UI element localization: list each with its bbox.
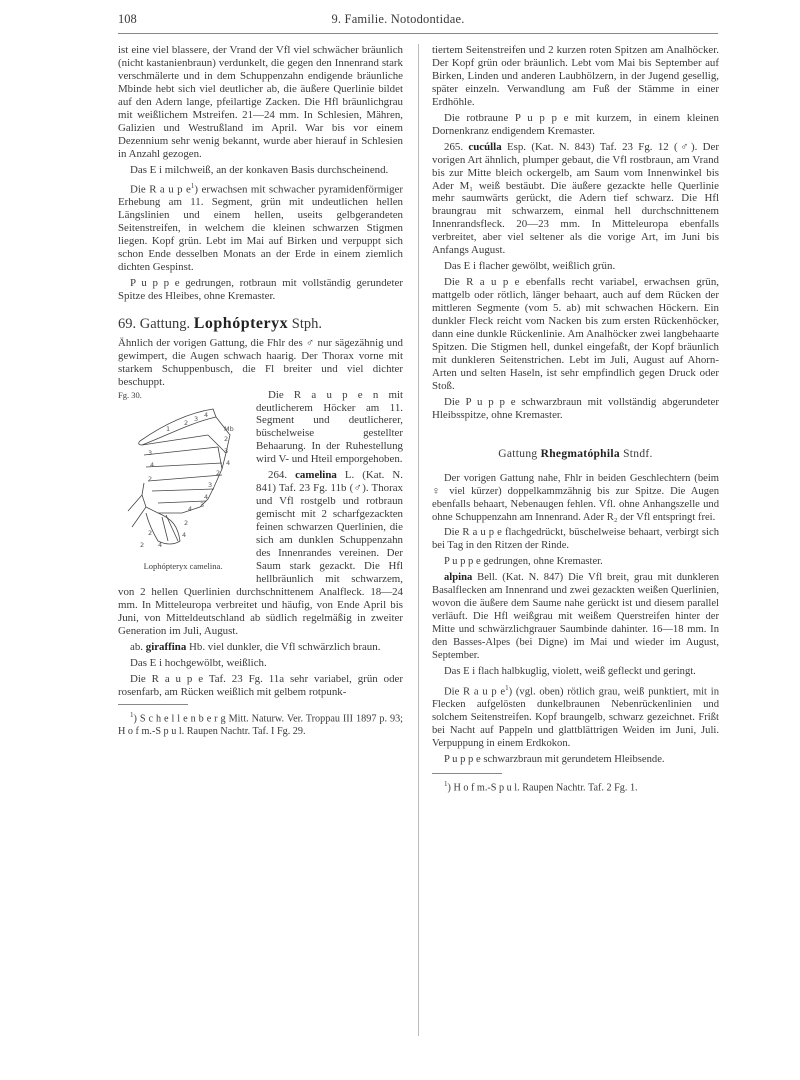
svg-text:4: 4 [204, 410, 209, 419]
paragraph: Die R a u p $e^1$) (vgl. oben) rötlich grau, weiß punktiert, mit in Flecken aufgelösten dunkelbraunen Nebenrückenlinien und solchem Seitenstreifen. Kopf braungelb, schwarz gezeichnet. Frißt bei Nacht auf Pappeln und glattblättrigen Weiden im Juni, Juli. Verpuppung in einem Erdkokon. [432, 683, 719, 750]
footnote-rule [118, 704, 188, 705]
paragraph: Die rotbraune P u p p e mit kurzem, in einem kleinen Dornenkranz endigendem Kremaster. [432, 111, 719, 137]
paragraph: Das E i hochgewölbt, weißlich. [130, 656, 267, 669]
paragraph: Die R a u p e flachgedrückt, büschelweise behaart, verbirgt sich bei Tag in den Ritzen der Rinde. [432, 527, 719, 552]
paragraph: Das E i flach halbkuglig, violett, weiß gefleckt und geringt. [444, 665, 696, 677]
svg-text:4: 4 [188, 504, 193, 513]
genus-name: Rhegmatóphila [540, 447, 620, 460]
svg-text:4: 4 [182, 530, 187, 539]
paragraph: Die P u p p e schwarzbraun mit vollständig abgerundeter Hleibsspitze, ohne Kremaster. [432, 395, 719, 421]
svg-text:4: 4 [204, 492, 209, 501]
species-name: cucúlla [468, 140, 502, 153]
svg-text:2: 2 [184, 518, 189, 527]
svg-text:Mb: Mb [224, 424, 234, 433]
species-name: alpina [444, 572, 473, 584]
footnote: $^1$) H o f m.-S p u l. Raupen Nachtr. Taf. 2 Fg. 1. [444, 780, 638, 794]
paragraph: Das E i milchweiß, an der konkaven Basis durchscheinend. [130, 163, 389, 176]
svg-text:2: 2 [140, 540, 145, 549]
svg-text:2: 2 [184, 418, 189, 427]
figure-label: Fg. 30. [118, 389, 142, 400]
svg-text:1: 1 [166, 424, 171, 433]
column-divider [418, 44, 419, 1036]
paragraph: P u p p e schwarzbraun mit gerundetem Hleibsende. [444, 754, 665, 766]
section-heading: Gattung Rhegmatóphila Stndf. [498, 447, 653, 460]
svg-text:3: 3 [200, 500, 205, 509]
svg-text:3: 3 [208, 480, 213, 489]
aberration-entry: ab. giraffina Hb. viel dunkler, die Vfl schwärzlich braun. [130, 640, 381, 653]
species-entry: 264. camelina L. (Kat. N. 841) Taf. 23 Fg. 11b (♂). Thorax und Vfl rostgelb und rotbraun gemischt mit 2 scharfgezackten feinen schwarzen Querlinien, die sich am dunklen Schuppenzahn des Innenrandes vereinen. Der Saum stark gezackt. Die Hfl hellbräunlich mit schwarzem, von 2 hellen Querlinien durchschnittenem Analfleck. 18—24 mm. In Mitteleuropa verbreitet und häufig, von Ende April bis Juni, von Mitteldeutschland ab südlich regelmäßig in zweiter Generation im Juli, August. [118, 469, 403, 637]
paragraph: tiertem Seitenstreifen und 2 kurzen roten Spitzen am Analhöcker. Der Kopf grün oder bräunlich. Lebt vom Mai bis September auf Birken, Linden und anderen Laubhölzern, in der Jugend gesellig, später einzeln. Verwandlung am Fuß der Stämme in einer Erdhöhle. [432, 44, 719, 108]
paragraph: Ähnlich der vorigen Gattung, die Fhlr des ♂ nur sägezähnig und gewimpert, die Augen schwach haarig. Der Thorax vorne mit starkem Schuppenbusch, die Fl breiter und viel dichter beschuppt. [118, 336, 403, 388]
section-heading: 69. Gattung. Lophópteryx Stph. [118, 314, 322, 332]
figure-lophopteryx [118, 389, 248, 573]
paragraph: P u p p e gedrungen, rotbraun mit vollständig gerundeter Spitze des Hleibes, ohne Kremaster. [118, 276, 404, 302]
paragraph: Die R a u p $e^1$) erwachsen mit schwacher pyramidenförmiger Erhebung am 11. Segment, grün mit undeutlichen hellen Längslinien und einem hellen, useits gelbgerandeten Seitenstreifen, in welchem die kleinen schwarzen Stigmen liegen. Kopf grün. Lebt im Mai auf Birken und verpuppt sich schon Ende desselben Monats an der Erde in einem ziemlich dichten Gespinst. [118, 181, 403, 273]
paragraph: Der vorigen Gattung nahe, Fhlr in beiden Geschlechtern (beim ♀ viel kürzer) doppelkammzähnig bis zur Spitze. Die Augen ebenfalls behaart, Nebenaugen fehlen. Vfl. ohne Anhangszelle und ohne Schuppenzahn am Innenrand. Ader R₂ der Vfl entspringt frei. [432, 472, 719, 523]
header-rule [118, 33, 718, 34]
svg-text:2: 2 [148, 474, 153, 483]
figure-caption: Lophópteryx camelina. [143, 560, 223, 571]
svg-text:3: 3 [148, 448, 153, 457]
svg-text:4: 4 [158, 540, 163, 549]
svg-text:2: 2 [148, 528, 153, 537]
paragraph: Die R a u p e ebenfalls recht variabel, erwachsen grün, mattgelb oder rötlich, länger behaart, auch auf dem Rücken der mittleren Segmente (vom 5. ab) mit schwachen Höckern. Ein dunkler Fleck reicht vom Nacken bis zum ersten Rückenhöcker, dann eine dunkle Rückenlinie. Am Analhöcker zwei langbehaarte Spitzen. Die Stigmen hell, dunkel eingefaßt, der Kopf bräunlich mit dunkleren Seitenstrichen. Lebt im Juli, August auf Ahorn-Arten und selten Haseln, ist sehr empfindlich gegen Druck oder Stoß. [432, 276, 719, 392]
paragraph: P u p p e gedrungen, ohne Kremaster. [444, 556, 603, 568]
species-entry: 265. cucúlla Esp. (Kat. N. 843) Taf. 23 Fg. 12 (♂). Der vorigen Art ähnlich, plumper gebaut, die Vfl rostbraun, am Vrand bis zur Mitte bleich ockergelb, am Saum vom Innenwinkel bis Ader M₁ weiß bestäubt. Die äußere gezackte helle Querlinie mehr saumwärts gerückt, die Adern tief schwarz. Die Hfl braungrau mit schwarzem, einmal hell durchschnittenem Innenrandsfleck. 20—23 mm. In Mitteleuropa ebenfalls verbreitet, aber viel seltener als die vorige Art, im Juni bis Anfangs August. [432, 140, 719, 257]
running-title: 9. Familie. Notodontidae. [331, 12, 465, 26]
svg-text:3: 3 [224, 446, 229, 455]
svg-text:4: 4 [150, 460, 155, 469]
genus-name: Lophópteryx [193, 314, 289, 332]
left-column [118, 44, 403, 741]
footnote: $^1$) S c h e l l e n b e r g Mitt. Naturw. Ver. Troppau III 1897 p. 93; H o f m.-S p u l. Raupen Nachtr. Taf. I Fg. 29. [118, 711, 404, 737]
svg-text:2: 2 [224, 434, 229, 443]
paragraph: Das E i flacher gewölbt, weißlich grün. [444, 260, 616, 273]
footnote-rule [432, 773, 502, 774]
aberration-name: giraffina [145, 640, 187, 653]
svg-text:4: 4 [226, 458, 231, 467]
right-column [432, 44, 719, 798]
svg-text:3: 3 [194, 414, 199, 423]
paragraph: Die R a u p e Taf. 23 Fg. 11a sehr variabel, grün oder rosenfarb, am Rücken weißlich mit gelbem rotpunk- [118, 672, 403, 698]
paragraph: ist eine viel blassere, der Vrand der Vfl viel schwächer bräunlich (nicht kastanienbraun) verdunkelt, die gegen den Innenrand stark verschmälerte und in dem Schuppenzahn endigende bräunliche Mbinde hebt sich viel deutlicher ab, die äußere Querlinie bildet auf den Adern lange, pfeilartige Zacken. Die Hfl bräunlichgrau mit weißlichem Mstreifen. 21—24 mm. In Schlesien, Mähren, Galizien und Westrußland im April. War bis vor einem Dezennium sehr wenig bekannt, wurde aber hierauf in Schlesien in Anzahl gezogen. [118, 44, 403, 160]
paragraph: Die R a u p e n mit deutlicherem Höcker am 11. Segment und deutlicherer, büschelweise gestellter Behaarung. In der Ruhestellung wird V- und Hteil emporgehoben. [256, 388, 403, 466]
species-name: camelina [295, 469, 337, 482]
svg-text:2: 2 [216, 468, 221, 477]
moth-wing-venation-diagram [118, 395, 248, 557]
page-number: 108 [118, 12, 137, 26]
species-entry: alpina Bell. (Kat. N. 847) Die Vfl breit, grau mit dunkleren Basalflecken am Innenrand und zwei gezackten weißen Querlinien, wovon die äußere dem Saume nahe gerückt ist und diesem parallel verläuft. Die Hfl weißgrau mit weißem Querstreifen hinter der Mitte und schwärzlichgrauer Saumbinde dahinter. 16—18 mm. In den Basses-Alpes (bei Digne) im Mai und wieder im August, September. [432, 572, 719, 662]
